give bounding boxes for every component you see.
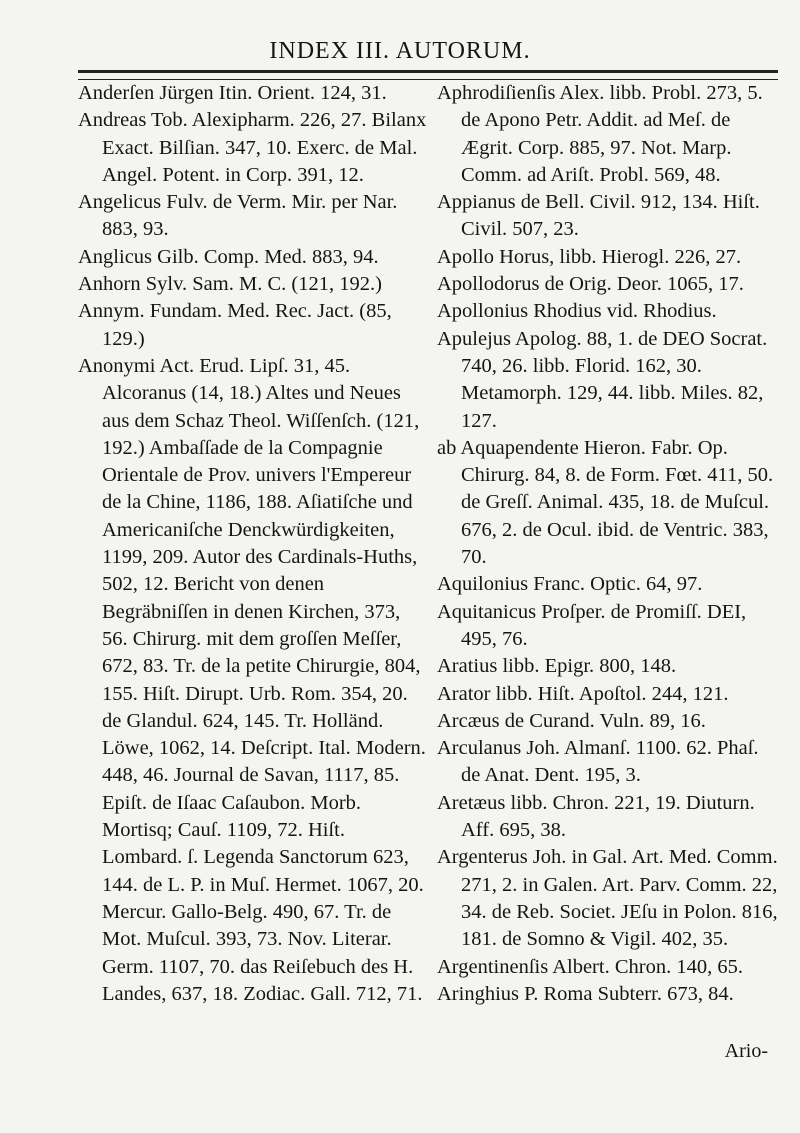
index-entry: Annym. Fundam. Med. Rec. Jact. (85, 129.) [78,300,392,350]
index-entry: Angelicus Fulv. de Verm. Mir. per Nar. 883, 93. [78,191,398,241]
index-entry: Appianus de Bell. Civil. 912, 134. Hiſt. Civil. 507, 23. [437,191,760,241]
index-entry: Apollodorus de Orig. Deor. 1065, 17. [437,273,744,296]
index-entry: Arculanus Joh. Almanſ. 1100. 62. Phaſ. de Anat. Dent. 195, 3. [437,737,759,787]
index-entry: Andreas Tob. Alexipharm. 226, 27. Bilanx Exact. Bilſian. 347, 10. Exerc. de Mal. Angel. Potent. in Corp. 391, 12. [78,109,427,186]
index-entry: Aquilonius Franc. Optic. 64, 97. [437,573,703,596]
index-entry: Anonymi Act. Erud. Lipſ. 31, 45. Alcoranus (14, 18.) Altes und Neues aus dem Schaz Theol. Wiſſenſch. (121, 192.) Ambaſſade de la Compagnie Orientale de Prov. univers l'Empereur de la Chine, 1186, 188. Aſiatiſche und Americaniſche Denckwürdigkeiten, 1199, 209. Autor des Cardinals-Huths, 502, 12. Bericht von denen Begräbniſſen in denen Kirchen, 373, 56. Chirurg. mit dem groſſen Meſſer, 672, 83. Tr. de la petite Chirurgie, 804, 155. Hiſt. Dirupt. Urb. Rom. 354, 20. de Glandul. 624, 145. Tr. Holländ. Löwe, 1062, 14. Deſcript. Ital. Modern. 448, 46. Journal de Savan, 1117, 85. Epiſt. de Iſaac Caſaubon. Morb. Mortisq; Cauſ. 1109, 72. Hiſt. Lombard. ſ. Legenda Sanctorum 623, 144. de L. P. in Muſ. Hermet. 1067, 20. Mercur. Gallo-Belg. 490, 67. Tr. de Mot. Muſcul. 393, 73. Nov. Literar. Germ. 1107, 70. das Reiſebuch des H. Landes, 637, 18. Zodiac. Gall. 712, 71. [78,354,426,1005]
index-entry: Aquitanicus Proſper. de Promiſſ. DEI, 495, 76. [437,600,747,650]
index-entry: Argenterus Joh. in Gal. Art. Med. Comm. 271, 2. in Galen. Art. Parv. Comm. 22, 34. de Reb. Societ. JEſu in Polon. 816, 181. de Somno & Vigil. 402, 35. [437,846,778,951]
index-entry: Aphrodiſienſis Alex. libb. Probl. 273, 5. de Apono Petr. Addit. ad Meſ. de Ægrit. Corp. 885, 97. Not. Marp. Comm. ad Ariſt. Probl. 569, 48. [437,82,763,186]
index-entry: Apulejus Apolog. 88, 1. de DEO Socrat. 740, 26. libb. Florid. 162, 30. Metamorph. 129, 44. libb. Miles. 82, 127. [437,327,768,432]
index-entry: Apollo Horus, libb. Hierogl. 226, 27. [437,245,742,268]
index-entry: Anderſen Jürgen Itin. Orient. 124, 31. [78,82,387,104]
index-entry: Arcæus de Curand. Vuln. 89, 16. [437,709,706,732]
index-entry: Apollonius Rhodius vid. Rhodius. [437,300,717,323]
index-entry: Anglicus Gilb. Comp. Med. 883, 94. [78,245,379,268]
index-entry: Arator libb. Hiſt. Apoſtol. 244, 121. [437,682,729,705]
index-entry: Argentinenſis Albert. Chron. 140, 65. [437,955,743,978]
index-entry: Aratius libb. Epigr. 800, 148. [437,655,677,678]
index-column-left [78,80,428,1008]
index-entry: Aretæus libb. Chron. 221, 19. Diuturn. Aff. 695, 38. [437,791,755,842]
index-column-right [437,80,782,1008]
index-entry: Anhorn Sylv. Sam. M. C. (121, 192.) [78,273,382,296]
page-title: INDEX III. AUTORUM. [269,38,531,64]
index-entry: Aringhius P. Roma Subterr. 673, 84. [437,982,734,1005]
header-rule [78,70,778,80]
index-entry: ab Aquapendente Hieron. Fabr. Op. Chirurg. 84, 8. de Form. Fœt. 411, 50. de Greſſ. Animal. 435, 18. de Muſcul. 676, 2. de Ocul. ibid. de Ventric. 383, 70. [437,436,774,569]
catchword: Ario- [724,1040,768,1062]
